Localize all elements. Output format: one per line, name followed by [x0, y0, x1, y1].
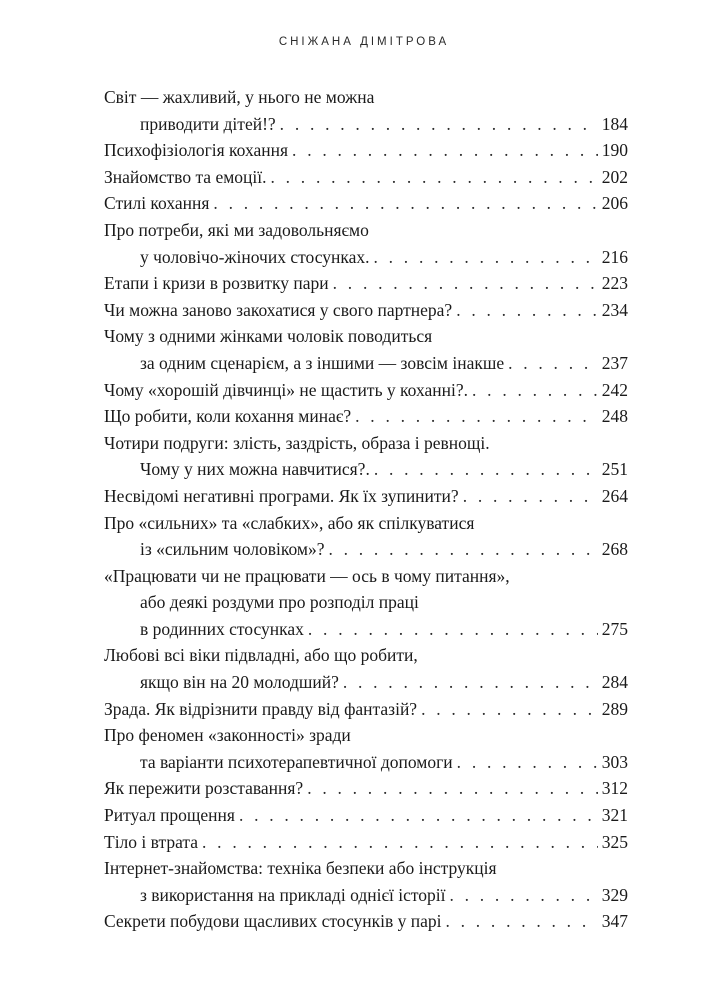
toc-page-number: 216 — [601, 246, 628, 267]
toc-entry-line — [104, 483, 628, 510]
toc-entry — [104, 137, 628, 164]
toc-entry-line — [104, 270, 628, 297]
toc-entry-title: Про потреби, які ми задовольняємо — [104, 219, 369, 240]
toc-page-number: 303 — [601, 751, 628, 772]
toc-entry-line — [104, 669, 628, 696]
toc-entry-title: Як пережити розставання? — [104, 778, 304, 799]
toc-page-number: 347 — [601, 911, 628, 932]
toc-entry-title: Інтернет-знайомства: техніка безпеки або інструкція — [104, 858, 497, 879]
toc-entry-title: приводити дітей!? — [140, 113, 276, 134]
dot-leader — [508, 350, 598, 377]
toc-page-number: 248 — [601, 406, 628, 427]
toc-entry-line — [104, 908, 628, 935]
toc-entry-title: Стилі кохання — [104, 193, 210, 214]
toc-entry — [104, 775, 628, 802]
toc-entry — [104, 696, 628, 723]
dot-leader — [328, 536, 597, 563]
toc-entry-line — [104, 829, 628, 856]
toc-page-number: 237 — [601, 352, 628, 373]
toc-entry-line — [104, 403, 628, 430]
toc-entry — [104, 510, 628, 563]
toc-page-number: 242 — [601, 379, 628, 400]
toc-entry — [104, 164, 628, 191]
toc-page-number: 202 — [601, 166, 628, 187]
toc-entry-title: Чому у них можна навчитися?. — [140, 459, 370, 480]
toc-entry — [104, 190, 628, 217]
toc-entry — [104, 802, 628, 829]
toc-entry-line — [104, 244, 628, 271]
toc-entry-line — [104, 696, 628, 723]
dot-leader — [271, 164, 598, 191]
toc-entry — [104, 377, 628, 404]
dot-leader — [202, 829, 598, 856]
toc-entry-title: за одним сценарієм, а з іншими — зовсім інакше — [140, 352, 505, 373]
toc-entry-title: Любові всі віки підвладні, або що робити, — [104, 645, 418, 666]
toc-entry — [104, 217, 628, 270]
toc-entry-title: із «сильним чоловіком»? — [140, 539, 325, 560]
toc-entry-title: Чому з одними жінками чоловік поводиться — [104, 326, 433, 347]
dot-leader — [445, 908, 597, 935]
toc-entry-line — [104, 749, 628, 776]
toc-entry-line — [104, 456, 628, 483]
dot-leader — [280, 111, 598, 138]
toc-entry — [104, 642, 628, 695]
dot-leader — [449, 882, 597, 909]
toc-entry-title: або деякі роздуми про розподіл праці — [140, 592, 419, 613]
toc-entry — [104, 855, 628, 908]
dot-leader — [472, 377, 598, 404]
toc-entry-title: та варіанти психотерапевтичної допомоги — [140, 751, 453, 772]
dot-leader — [374, 244, 598, 271]
toc-entry-line — [104, 563, 628, 590]
toc-entry-line — [104, 589, 628, 616]
table-of-contents — [104, 84, 628, 935]
toc-entry — [104, 722, 628, 775]
running-header-author: СНІЖАНА ДІМІТРОВА — [278, 36, 450, 48]
toc-page-number: 264 — [601, 485, 628, 506]
toc-entry-line — [104, 802, 628, 829]
dot-leader — [457, 749, 598, 776]
toc-page-number: 329 — [601, 884, 628, 905]
toc-entry-title: Чому «хорошій дівчинці» не щастить у коханні?. — [104, 379, 469, 400]
toc-entry-title: «Працювати чи не працювати — ось в чому питання», — [104, 565, 510, 586]
toc-entry-title: Ритуал прощення — [104, 805, 235, 826]
toc-entry-line — [104, 297, 628, 324]
toc-entry — [104, 483, 628, 510]
toc-page-number: 275 — [601, 618, 628, 639]
toc-entry-line — [104, 323, 628, 350]
toc-page-number: 321 — [601, 805, 628, 826]
dot-leader — [456, 297, 598, 324]
toc-entry-title: Несвідомі негативні програми. Як їх зупинити? — [104, 485, 459, 506]
dot-leader — [355, 403, 598, 430]
toc-entry-title: Чи можна заново закохатися у свого партнера? — [104, 299, 453, 320]
dot-leader — [213, 190, 597, 217]
toc-entry-title: Секрети побудови щасливих стосунків у парі — [104, 911, 442, 932]
toc-entry-line — [104, 137, 628, 164]
dot-leader — [343, 669, 598, 696]
toc-entry-title: Зрада. Як відрізнити правду від фантазій? — [104, 698, 418, 719]
toc-entry-line — [104, 642, 628, 669]
toc-entry — [104, 563, 628, 643]
toc-page-number: 325 — [601, 831, 628, 852]
toc-page-number: 284 — [601, 672, 628, 693]
toc-page-number: 268 — [601, 539, 628, 560]
toc-entry — [104, 84, 628, 137]
toc-page-number: 234 — [601, 299, 628, 320]
dot-leader — [307, 775, 598, 802]
toc-entry-line — [104, 722, 628, 749]
toc-entry-line — [104, 190, 628, 217]
dot-leader — [421, 696, 598, 723]
dot-leader — [292, 137, 598, 164]
toc-entry-title: з використання на прикладі однієї історії — [140, 884, 446, 905]
toc-entry-line — [104, 377, 628, 404]
toc-entry-title: у чоловічо-жіночих стосунках. — [140, 246, 370, 267]
toc-entry — [104, 908, 628, 935]
toc-entry — [104, 323, 628, 376]
toc-page-number: 184 — [601, 113, 628, 134]
toc-entry-line — [104, 855, 628, 882]
toc-entry-title: Етапи і кризи в розвитку пари — [104, 273, 329, 294]
dot-leader — [239, 802, 598, 829]
toc-page-number: 289 — [601, 698, 628, 719]
toc-entry-line — [104, 217, 628, 244]
dot-leader — [308, 616, 598, 643]
toc-entry-title: Чотири подруги: злість, заздрість, образа і ревнощі. — [104, 432, 490, 453]
toc-entry-line — [104, 882, 628, 909]
dot-leader — [463, 483, 598, 510]
toc-entry-title: Знайомство та емоції. — [104, 166, 267, 187]
toc-entry-title: Що робити, коли кохання минає? — [104, 406, 352, 427]
toc-entry-title: Психофізіологія кохання — [104, 140, 289, 161]
toc-entry-line — [104, 164, 628, 191]
toc-entry — [104, 297, 628, 324]
toc-entry — [104, 403, 628, 430]
toc-entry-title: Про феномен «законності» зради — [104, 725, 351, 746]
toc-entry-line — [104, 111, 628, 138]
toc-page-number: 251 — [601, 459, 628, 480]
toc-entry-title: Про «сильних» та «слабких», або як спілкуватися — [104, 512, 475, 533]
toc-entry-line — [104, 510, 628, 537]
toc-page-number: 206 — [601, 193, 628, 214]
dot-leader — [374, 456, 598, 483]
toc-page-number: 223 — [601, 273, 628, 294]
toc-entry-line — [104, 84, 628, 111]
toc-entry — [104, 270, 628, 297]
toc-entry-line — [104, 616, 628, 643]
toc-entry-line — [104, 350, 628, 377]
dot-leader — [333, 270, 598, 297]
toc-entry-line — [104, 775, 628, 802]
toc-entry-line — [104, 430, 628, 457]
toc-page-number: 190 — [601, 140, 628, 161]
toc-entry-title: Тіло і втрата — [104, 831, 199, 852]
toc-entry-title: Світ — жахливий, у нього не можна — [104, 87, 375, 107]
toc-entry — [104, 829, 628, 856]
toc-entry-title: якщо він на 20 молодший? — [140, 672, 339, 693]
toc-entry — [104, 430, 628, 483]
toc-entry-line — [104, 536, 628, 563]
toc-entry-title: в родинних стосунках — [140, 618, 304, 639]
toc-page-number: 312 — [601, 778, 628, 799]
